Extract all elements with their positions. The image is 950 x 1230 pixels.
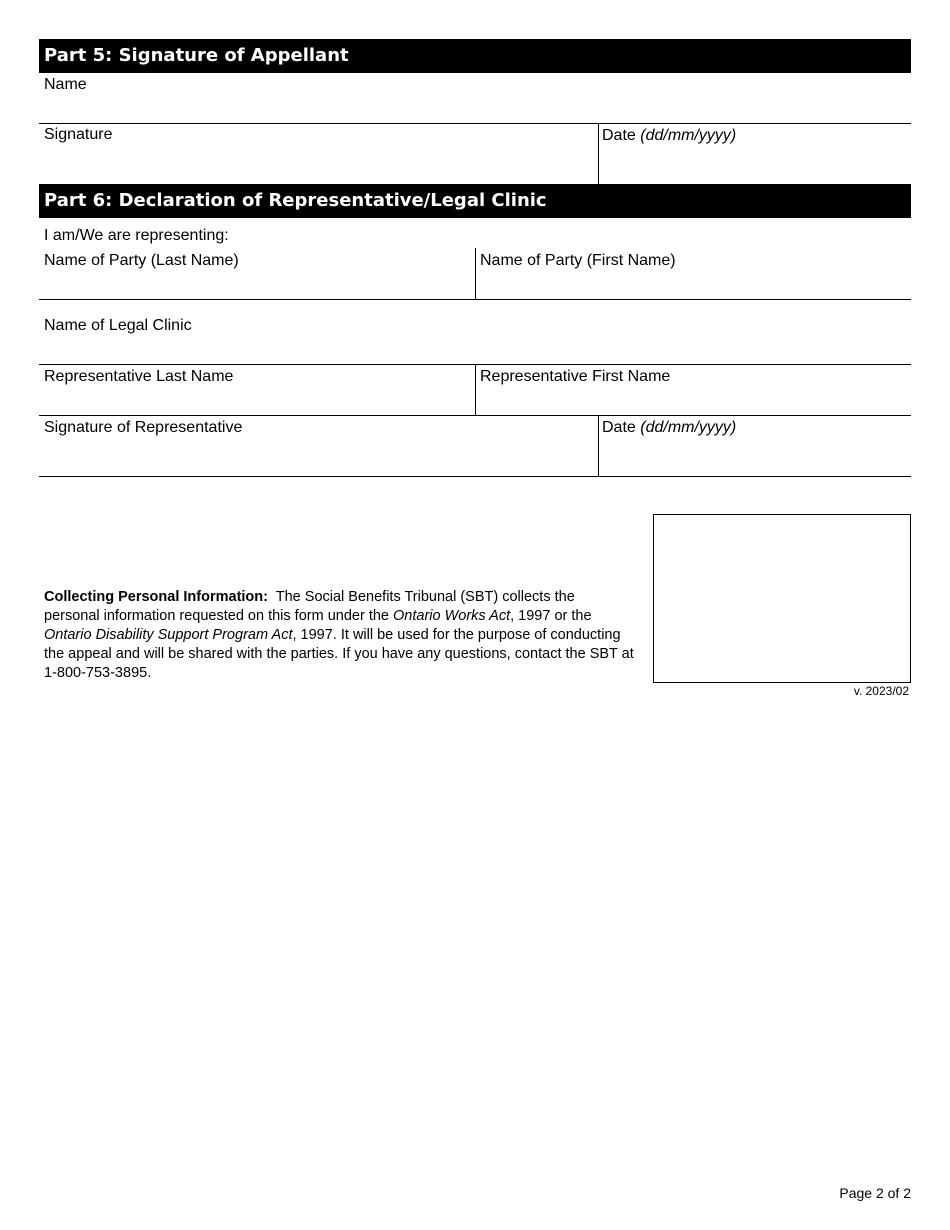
date-format-hint: (dd/mm/yyyy) — [640, 419, 737, 436]
signature-label: Signature — [44, 126, 113, 143]
party-last-name-field[interactable] — [44, 274, 472, 298]
rep-date-field[interactable] — [602, 441, 910, 473]
part5-header: Part 5: Signature of Appellant — [39, 39, 911, 73]
version-label: v. 2023/02 — [853, 684, 909, 698]
party-first-name-field[interactable] — [480, 274, 910, 298]
ontario-works-act: Ontario Works Act — [393, 608, 511, 624]
date-format-hint: (dd/mm/yyyy) — [640, 127, 737, 144]
divider — [598, 123, 599, 184]
divider — [39, 415, 911, 416]
rep-first-name-label: Representative First Name — [480, 368, 671, 385]
rep-first-name-field[interactable] — [480, 390, 910, 414]
divider — [475, 248, 476, 299]
appellant-date-field[interactable] — [602, 150, 910, 180]
date-label-text: Date — [602, 419, 636, 436]
privacy-notice-text: , 1997. It will be used for the purpose of conducting the appeal and will be shared with the parties. If you have any questions, contact the SBT at 1-800-753-3895. — [44, 627, 634, 681]
appellant-signature-field[interactable] — [44, 148, 596, 180]
legal-clinic-label: Name of Legal Clinic — [44, 317, 192, 334]
legal-clinic-field[interactable] — [44, 339, 910, 363]
page-number: Page 2 of 2 — [839, 1185, 911, 1201]
privacy-notice-heading: Collecting Personal Information: — [44, 589, 268, 605]
party-first-name-label: Name of Party (First Name) — [480, 252, 676, 269]
divider — [39, 476, 911, 477]
rep-signature-label: Signature of Representative — [44, 419, 243, 436]
divider — [39, 299, 911, 300]
appellant-name-field[interactable] — [44, 97, 908, 123]
privacy-notice-text: The Social Benefits Tribunal (SBT) collects the personal information requested on this form under the — [44, 589, 575, 624]
rep-signature-field[interactable] — [44, 441, 596, 473]
representing-label: I am/We are representing: — [44, 227, 229, 244]
office-use-stamp-box — [653, 514, 911, 683]
date-label-text: Date — [602, 127, 636, 144]
part6-header: Part 6: Declaration of Representative/Legal Clinic — [39, 184, 911, 218]
name-label: Name — [44, 76, 87, 93]
privacy-notice — [44, 588, 634, 683]
divider — [475, 364, 476, 415]
rep-last-name-label: Representative Last Name — [44, 368, 234, 385]
divider — [39, 123, 911, 124]
odsp-act: Ontario Disability Support Program Act — [44, 627, 293, 643]
rep-date-label — [602, 418, 736, 438]
party-last-name-label: Name of Party (Last Name) — [44, 252, 239, 269]
privacy-notice-text: , 1997 or the — [510, 608, 592, 624]
divider — [598, 415, 599, 476]
rep-last-name-field[interactable] — [44, 390, 472, 414]
date-label — [602, 126, 736, 146]
